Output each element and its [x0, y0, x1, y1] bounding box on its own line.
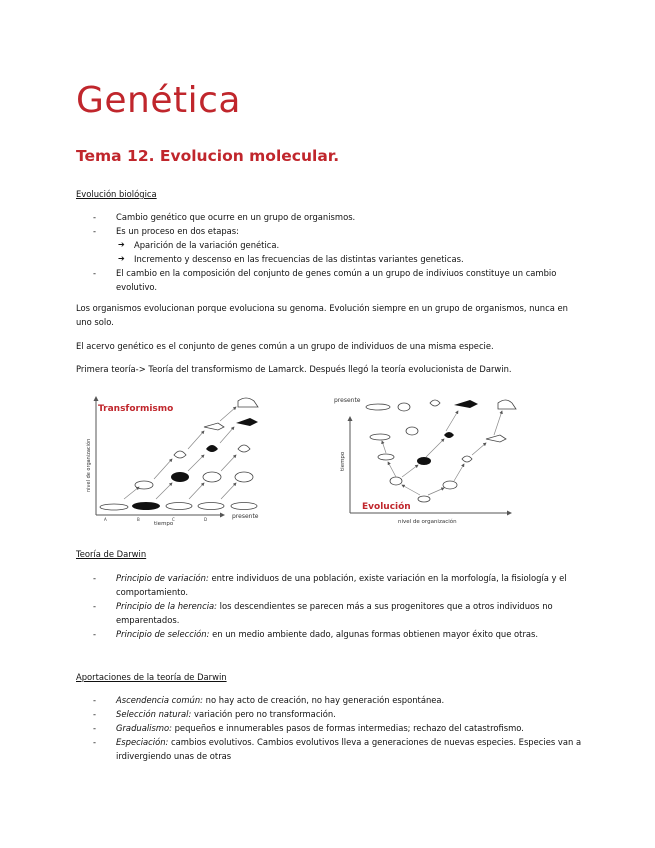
- list-darwin: [76, 571, 596, 641]
- paragraph-genoma: Los organismos evolucionan porque evoluciona su genoma. Evolución siempre en un grupo de organismos, nunca en uno solo.: [76, 303, 568, 327]
- figure-title: Evolución: [362, 502, 411, 512]
- term-seleccion-natural: Selección natural:: [116, 709, 192, 719]
- term-ascendencia: Ascendencia común:: [116, 695, 203, 705]
- organism-row-2: [135, 472, 253, 489]
- list-item: [76, 571, 596, 599]
- sublist: [116, 238, 596, 266]
- list-item: [76, 721, 596, 735]
- term-especiacion: Especiación:: [116, 737, 169, 747]
- list-item: [76, 693, 596, 707]
- present-label: presente: [334, 397, 361, 404]
- tick-d: D: [204, 517, 208, 522]
- list-item: [76, 210, 596, 224]
- tick-b: B: [137, 517, 140, 522]
- paragraph-teorias: Primera teoría-> Teoría del transformismo de Lamarck. Después llegó la teoría evolucionista de Darwin.: [76, 364, 512, 374]
- list-item: [76, 707, 596, 721]
- list-item-text: los descendientes se parecen más a sus progenitores que a otros individuos no emparentados.: [116, 601, 553, 625]
- list-item: [76, 224, 596, 266]
- list-aportaciones: [76, 693, 596, 763]
- sublist-item-text: Aparición de la variación genética.: [134, 240, 280, 250]
- paragraph-acervo: El acervo genético es el conjunto de genes común a un grupo de individuos de una misma especie.: [76, 341, 494, 351]
- y-axis-label: tiempo: [340, 451, 346, 471]
- organism-row-base: [100, 502, 257, 510]
- y-axis-label: nivel de organización: [86, 438, 92, 492]
- list-item-text: Cambio genético que ocurre en un grupo de organismos.: [116, 212, 356, 222]
- sublist-item-text: Incremento y descenso en las frecuencias de las distintas variantes geneticas.: [134, 254, 464, 264]
- list-item: [76, 627, 596, 641]
- list-item-text: no hay acto de creación, no hay generación espontánea.: [203, 695, 445, 705]
- tick-a: A: [104, 517, 107, 522]
- organism-top: [238, 398, 258, 407]
- sublist-item: [116, 238, 596, 252]
- list-item-text: pequeños e innumerables pasos de formas intermedias; rechazo del catastrofismo.: [171, 723, 524, 733]
- present-label: presente: [232, 513, 259, 520]
- list-item-text: Es un proceso en dos etapas:: [116, 226, 239, 236]
- term-variacion: Principio de variación:: [116, 573, 209, 583]
- sublist-item: [116, 252, 596, 266]
- term-seleccion: Principio de selección:: [116, 629, 210, 639]
- list-item-text: El cambio en la composición del conjunto de genes común a un grupo de indiviuos constituye un cambio evolutivo.: [116, 268, 557, 292]
- term-gradualismo: Gradualismo:: [116, 723, 172, 733]
- page-subtitle: Tema 12. Evolucion molecular.: [76, 147, 340, 165]
- list-evolucion: [76, 210, 596, 294]
- list-item: [76, 599, 596, 627]
- figure-transformismo: [84, 387, 274, 529]
- list-item-text: cambios evolutivos. Cambios evolutivos lleva a generaciones de nuevas especies. Especies van a irdivergiendo unas de otras: [116, 737, 582, 761]
- organism-top-row: [366, 400, 516, 411]
- x-axis-label: tiempo: [154, 521, 174, 527]
- x-axis-label: nivel de organización: [398, 519, 457, 525]
- organism-row-4: [204, 418, 258, 430]
- figure-title: Transformismo: [98, 404, 174, 414]
- heading-darwin: Teoría de Darwin: [76, 549, 147, 559]
- figure-evolucion: [326, 391, 536, 531]
- page-title: Genética: [76, 80, 241, 121]
- list-item: [76, 266, 596, 294]
- term-herencia: Principio de la herencia:: [116, 601, 217, 611]
- list-item-text: en un medio ambiente dado, algunas formas obtienen mayor éxito que otras.: [209, 629, 539, 639]
- list-item-text: entre individuos de una población, existe variación en la morfología, la fisiología y el comportamiento.: [116, 573, 567, 597]
- list-item-text: variación pero no transformación.: [191, 709, 336, 719]
- heading-aportaciones: Aportaciones de la teoría de Darwin: [76, 672, 227, 682]
- heading-evolucion: Evolución biológica: [76, 189, 157, 199]
- tick-c: C: [172, 517, 175, 522]
- list-item: [76, 735, 596, 763]
- organism-row-3: [174, 445, 250, 458]
